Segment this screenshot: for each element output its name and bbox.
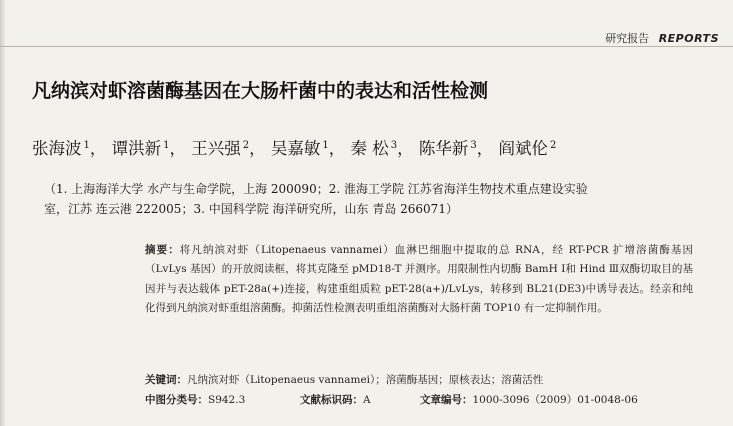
abstract: [145, 241, 693, 318]
abstract-text: 将凡纳滨对虾（Litopenaeus vannamei）血淋巴细胞中提取的总 RNA，经 RT-PCR 扩增溶菌酶基因（LvLys 基因）的开放阅读框，将其克隆至 pMD18-T 并测序。用限制性内切酶 BamH Ⅰ和 Hind Ⅲ双酶切取目的基因并与表达载体 pET-28a(+)连接，构建重组质粒 pET-28(a+)/LvLys，转移到 BL21(DE3)中诱导表达。经亲和纯化得到凡纳滨对虾重组溶菌酶。抑菌活性检测表明重组溶菌酶对大肠杆菌 TOP10 有一定抑制作用。: [145, 244, 694, 314]
author: 谭洪新 $^1$，: [111, 139, 186, 158]
author: 张海波 $^1$，: [32, 139, 107, 158]
article-title: 凡纳滨对虾溶菌酶基因在大肠杆菌中的表达和活性检测: [32, 80, 489, 102]
affiliation-line: （1. 上海海洋大学 水产与生命学院，上海 200090；2. 淮海工学院 江苏省海洋生物技术重点建设实验: [44, 182, 588, 196]
keywords-label: 关键词：: [145, 374, 187, 386]
abstract-label: 摘要：: [145, 244, 180, 256]
affiliation-line: 室，江苏 连云港 222005；3. 中国科学院 海洋研究所，山东 青岛 266071）: [44, 202, 458, 216]
author-list: [32, 135, 556, 159]
author: 吴嘉敏 $^1$，: [270, 139, 346, 158]
document-code: 文献标识码：A: [300, 394, 371, 406]
header-rule: [0, 46, 733, 47]
keywords: [145, 372, 543, 387]
affiliations: [44, 179, 704, 219]
page-edge-shadow: [0, 0, 6, 426]
article-number: 文章编号：1000-3096（2009）01-0048-06: [420, 394, 638, 406]
keywords-text: 凡纳滨对虾（Litopenaeus vannamei）；溶菌酶基因；原核表达；溶菌活性: [187, 374, 544, 386]
author: 陈华新 $^3$，: [418, 139, 494, 158]
classification: 中图分类号：S942.3: [145, 394, 246, 406]
author: 秦 松 $^3$，: [350, 139, 414, 158]
section-label-en: REPORTS: [658, 32, 719, 45]
running-header: [605, 30, 719, 46]
author: 王兴强 $^2$，: [191, 139, 266, 158]
section-label-cn: 研究报告: [605, 32, 650, 45]
author: 阎斌伦 $^2$: [498, 139, 557, 158]
